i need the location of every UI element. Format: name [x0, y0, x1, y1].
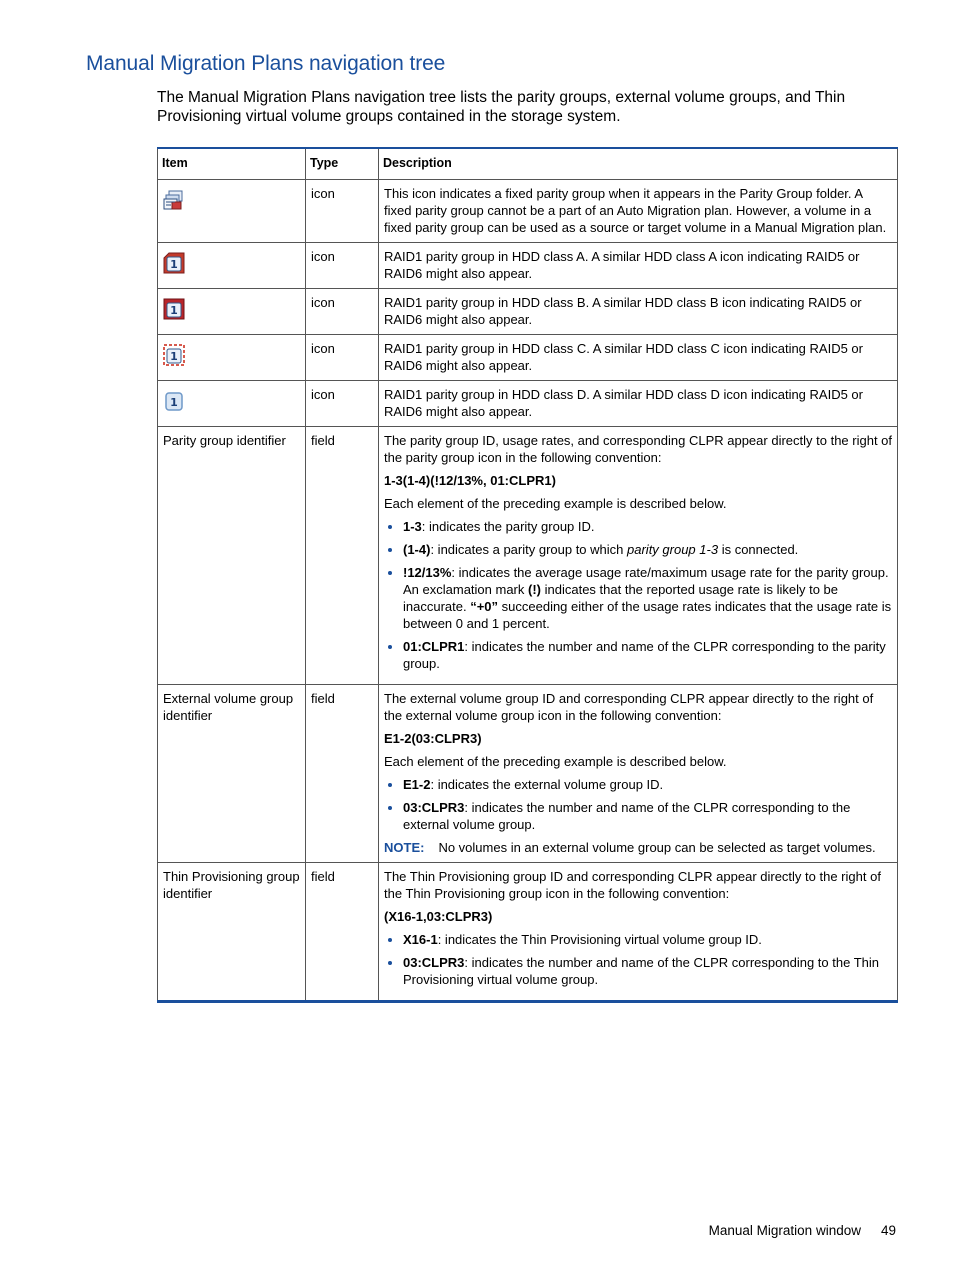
- section-heading: Manual Migration Plans navigation tree: [86, 52, 446, 75]
- item-cell: External volume group identifier: [158, 685, 306, 863]
- element-list: [384, 518, 892, 672]
- table-row: [158, 863, 898, 1002]
- table-header-row: [158, 148, 898, 180]
- table-row: [158, 335, 898, 381]
- table-row: [158, 180, 898, 243]
- description-intro: The Thin Provisioning group ID and corresponding CLPR appear directly to the right of the Thin Provisioning group icon in the following convention:: [384, 869, 881, 901]
- type-cell: field: [306, 427, 379, 685]
- convention-example: 1-3(1-4)(!12/13%, 01:CLPR1): [384, 473, 556, 488]
- description-cell: RAID1 parity group in HDD class B. A similar HDD class B icon indicating RAID5 or RAID6 might also appear.: [379, 289, 898, 335]
- navigation-tree-table: [157, 147, 898, 1003]
- description-cell: [379, 427, 898, 685]
- list-item: (1-4): indicates a parity group to which parity group 1-3 is connected.: [403, 541, 892, 558]
- table-row: [158, 381, 898, 427]
- list-item: 01:CLPR1: indicates the number and name of the CLPR corresponding to the parity group.: [403, 638, 892, 672]
- item-cell: [158, 335, 306, 381]
- raid1-hdd-class-d-icon: [163, 390, 185, 412]
- page-number: 49: [880, 1223, 896, 1238]
- list-item: 03:CLPR3: indicates the number and name of the CLPR corresponding to the external volume group.: [403, 799, 892, 833]
- type-cell: field: [306, 863, 379, 1002]
- svg-text:1: 1: [170, 258, 178, 271]
- raid1-hdd-class-c-icon: [163, 344, 185, 366]
- table-row: [158, 685, 898, 863]
- svg-text:1: 1: [170, 350, 178, 363]
- type-cell: icon: [306, 289, 379, 335]
- type-cell: icon: [306, 381, 379, 427]
- type-cell: field: [306, 685, 379, 863]
- item-cell: Parity group identifier: [158, 427, 306, 685]
- description-cell: RAID1 parity group in HDD class A. A similar HDD class A icon indicating RAID5 or RAID6 might also appear.: [379, 243, 898, 289]
- description-cell: [379, 863, 898, 1002]
- footer-section-title: Manual Migration window: [708, 1223, 861, 1238]
- header-description: Description: [379, 148, 898, 180]
- description-intro: The external volume group ID and corresponding CLPR appear directly to the right of the external volume group icon in the following convention:: [384, 691, 874, 723]
- description-lead: Each element of the preceding example is described below.: [384, 496, 727, 511]
- header-item: Item: [158, 148, 306, 180]
- item-cell: [158, 289, 306, 335]
- intro-paragraph: The Manual Migration Plans navigation tree lists the parity groups, external volume groups, and Thin Provisioning virtual volume groups contained in the storage system.: [157, 89, 846, 125]
- table-row: [158, 427, 898, 685]
- fixed-parity-group-icon: [163, 189, 185, 211]
- raid1-hdd-class-a-icon: [163, 252, 185, 274]
- raid1-hdd-class-b-icon: [163, 298, 185, 320]
- item-cell: [158, 180, 306, 243]
- convention-example: (X16-1,03:CLPR3): [384, 909, 493, 924]
- convention-example: E1-2(03:CLPR3): [384, 731, 482, 746]
- description-cell: RAID1 parity group in HDD class C. A similar HDD class C icon indicating RAID5 or RAID6 might also appear.: [379, 335, 898, 381]
- page-footer: [709, 1223, 896, 1238]
- note-text: No volumes in an external volume group can be selected as target volumes.: [438, 840, 876, 855]
- element-list: [384, 776, 892, 833]
- list-item: !12/13%: indicates the average usage rate/maximum usage rate for the parity group. An exclamation mark (!) indicates that the reported usage rate is likely to be inaccurate. “+0” succeeding either of the usage rates indicates that the usage rate is between 0 and 1 percent.: [403, 565, 892, 631]
- note: [384, 839, 892, 856]
- description-lead: Each element of the preceding example is described below.: [384, 754, 727, 769]
- item-cell: Thin Provisioning group identifier: [158, 863, 306, 1002]
- type-cell: icon: [306, 243, 379, 289]
- description-cell: [379, 685, 898, 863]
- list-item: E1-2: indicates the external volume group ID.: [403, 776, 892, 793]
- table-row: [158, 289, 898, 335]
- description-cell: This icon indicates a fixed parity group when it appears in the Parity Group folder. A fixed parity group cannot be a part of an Auto Migration plan. However, a volume in a fixed parity group can be used as a source or target volume in a Manual Migration plan.: [379, 180, 898, 243]
- description-cell: RAID1 parity group in HDD class D. A similar HDD class D icon indicating RAID5 or RAID6 might also appear.: [379, 381, 898, 427]
- svg-text:1: 1: [170, 396, 178, 409]
- note-label: NOTE:: [384, 840, 425, 855]
- header-type: Type: [306, 148, 379, 180]
- item-cell: [158, 243, 306, 289]
- description-intro: The parity group ID, usage rates, and corresponding CLPR appear directly to the right of the parity group icon in the following convention:: [384, 433, 893, 465]
- item-cell: [158, 381, 306, 427]
- type-cell: icon: [306, 335, 379, 381]
- table-row: [158, 243, 898, 289]
- type-cell: icon: [306, 180, 379, 243]
- svg-text:1: 1: [170, 304, 178, 317]
- list-item: X16-1: indicates the Thin Provisioning virtual volume group ID.: [403, 931, 892, 948]
- list-item: 1-3: indicates the parity group ID.: [403, 518, 892, 535]
- element-list: [384, 931, 892, 988]
- list-item: 03:CLPR3: indicates the number and name of the CLPR corresponding to the Thin Provisioning virtual volume group.: [403, 954, 892, 988]
